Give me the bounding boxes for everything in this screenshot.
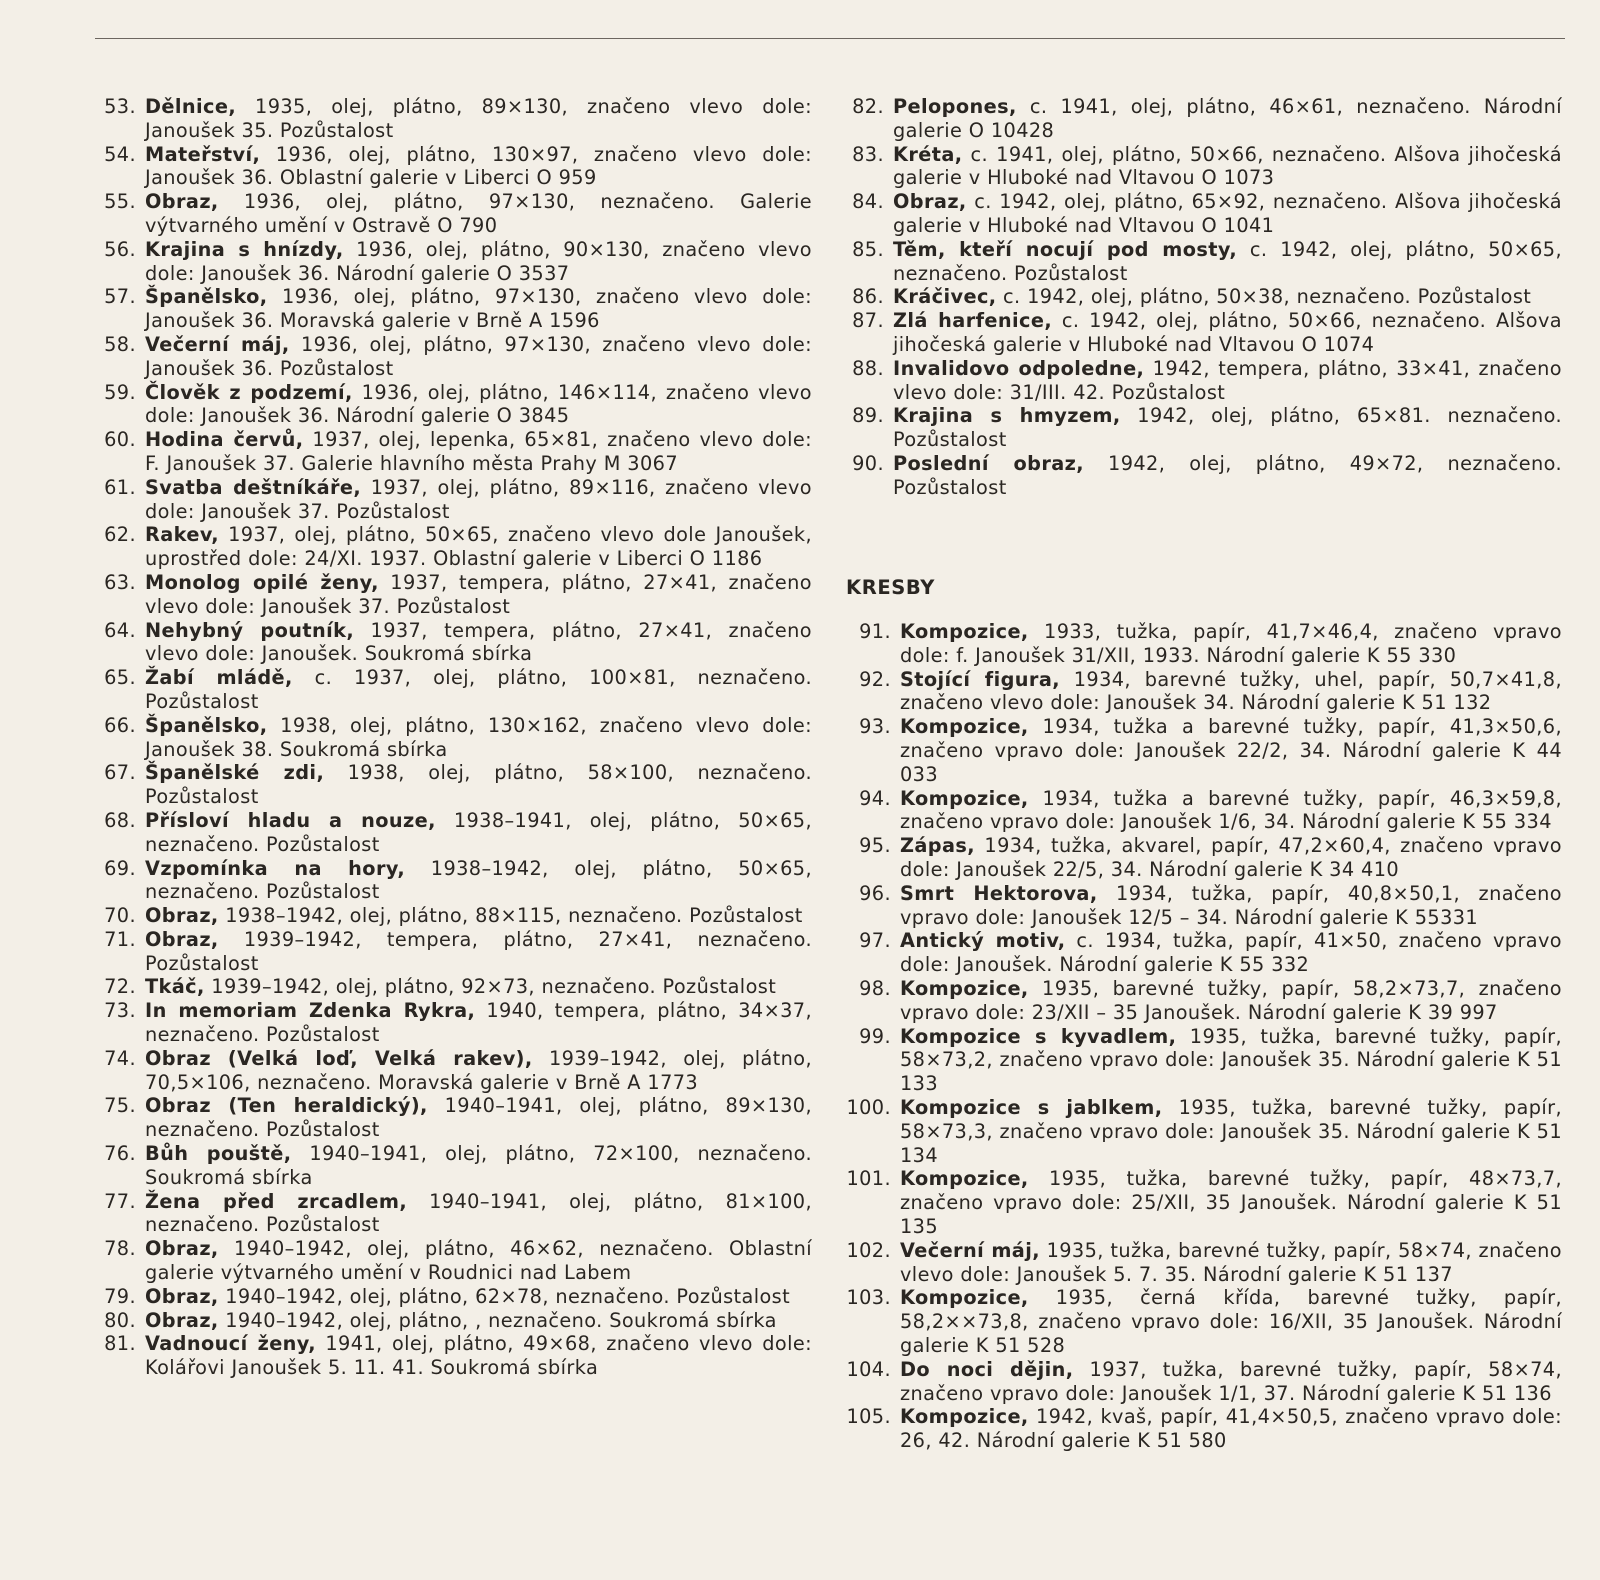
entry-title: Kompozice s jablkem, — [900, 1095, 1163, 1119]
catalogue-entry — [846, 1405, 1562, 1453]
entry-body — [145, 143, 812, 191]
entry-number: 59. — [104, 380, 136, 404]
entry-body — [145, 428, 812, 476]
entry-body — [145, 190, 812, 238]
entry-details: 1942, olej, plátno, 65×81. neznačeno. Pozůstalost — [893, 404, 1562, 452]
catalogue-entry — [846, 95, 1562, 143]
entry-number: 65. — [104, 666, 136, 690]
entry-number: 56. — [104, 237, 136, 261]
entry-title: Žena před zrcadlem, — [145, 1189, 408, 1213]
entry-number: 99. — [859, 1024, 891, 1048]
entry-title: Kompozice s kyvadlem, — [900, 1024, 1177, 1048]
entry-details: c. 1941, olej, plátno, 46×61, neznačeno. Národní galerie O 10428 — [893, 95, 1562, 142]
entry-number: 87. — [852, 309, 884, 333]
entry-number: 78. — [104, 1237, 136, 1261]
entry-body — [900, 834, 1562, 882]
catalogue-entry — [100, 1047, 812, 1095]
entry-body — [893, 190, 1562, 238]
entry-number: 94. — [859, 786, 891, 810]
entry-number: 55. — [104, 190, 136, 214]
entry-details: 1939–1942, olej, plátno, 92×73, neznačeno. Pozůstalost — [204, 975, 777, 999]
entry-body — [145, 95, 812, 143]
entry-number: 85. — [852, 237, 884, 261]
entry-title: Obraz, — [893, 190, 967, 214]
entry-details: 1936, olej, plátno, 97×130, neznačeno. Galerie výtvarného umění v Ostravě O 790 — [145, 190, 812, 237]
entry-details: 1936, olej, plátno, 97×130, značeno vlevo dole: Janoušek 36. Moravská galerie v Brně A 1596 — [145, 285, 812, 333]
catalogue-entry — [100, 1309, 812, 1333]
entry-body — [145, 1237, 812, 1285]
entry-details: 1941, olej, plátno, 49×68, značeno vlevo dole: Kolářovi Janoušek 5. 11. 41. Soukromá sbírka — [145, 1332, 812, 1380]
catalogue-entry — [100, 190, 812, 238]
entry-number: 62. — [104, 523, 136, 547]
entry-body — [145, 1309, 812, 1333]
entry-details: 1937, tempera, plátno, 27×41, značeno vlevo dole: Janoušek. Soukromá sbírka — [145, 618, 812, 666]
entry-details: 1934, barevné tužky, uhel, papír, 50,7×41,8, značeno vlevo dole: Janoušek 34. Národní galerie K 51 132 — [900, 667, 1562, 715]
entry-title: Smrt Hektorova, — [900, 881, 1098, 905]
entry-body — [900, 620, 1562, 668]
entry-details: 1940–1941, olej, plátno, 89×130, neznačeno. Pozůstalost — [145, 1094, 812, 1142]
catalogue-entry — [100, 904, 812, 928]
catalogue-entry — [100, 928, 812, 976]
entry-number: 105. — [846, 1405, 891, 1429]
entry-number: 103. — [846, 1286, 891, 1310]
catalogue-entry — [100, 619, 812, 667]
entry-details: 1940–1942, olej, plátno, , neznačeno. Soukromá sbírka — [218, 1308, 777, 1332]
entry-title: Bůh pouště, — [145, 1142, 292, 1166]
entry-number: 82. — [852, 95, 884, 118]
entry-title: Krajina s hmyzem, — [893, 404, 1121, 428]
entry-details: 1936, olej, plátno, 90×130, značeno vlevo dole: Janoušek 36. Národní galerie O 3537 — [145, 237, 812, 285]
entry-details: 1940–1942, olej, plátno, 62×78, neznačeno. Pozůstalost — [218, 1284, 791, 1308]
entry-title: Kompozice, — [900, 620, 1029, 643]
entry-details: 1937, olej, lepenka, 65×81, značeno vlevo dole: F. Janoušek 37. Galerie hlavního města Prahy M 3067 — [145, 428, 812, 475]
entry-number: 86. — [852, 285, 884, 309]
entry-number: 60. — [104, 428, 136, 452]
entry-body — [145, 1332, 812, 1380]
entry-details: c. 1942, olej, plátno, 65×92, neznačeno. Alšova jihočeská galerie v Hluboké nad Vltavou O 1041 — [893, 190, 1562, 237]
catalogue-entry — [846, 1286, 1562, 1357]
entry-number: 100. — [846, 1095, 891, 1119]
entry-number: 74. — [104, 1046, 136, 1070]
entry-body — [900, 977, 1562, 1025]
entry-details: 1936, olej, plátno, 130×97, značeno vlevo dole: Janoušek 36. Oblastní galerie v Liberci O 959 — [145, 142, 812, 190]
entry-number: 79. — [104, 1284, 136, 1308]
entry-details: 1940, tempera, plátno, 34×37, neznačeno. Pozůstalost — [145, 999, 812, 1047]
entry-title: Kompozice, — [900, 715, 1029, 739]
catalogue-entry — [100, 143, 812, 191]
catalogue-entry — [100, 714, 812, 762]
catalogue-entry — [846, 1239, 1562, 1287]
entry-number: 83. — [852, 142, 884, 166]
entry-number: 58. — [104, 332, 136, 356]
entry-title: Poslední obraz, — [893, 451, 1084, 475]
entry-title: Tkáč, — [145, 975, 205, 999]
entry-number: 64. — [104, 618, 136, 642]
entry-title: Žabí mládě, — [145, 666, 293, 690]
entry-title: Monolog opilé ženy, — [145, 570, 379, 594]
entry-details: 1942, olej, plátno, 49×72, neznačeno. Pozůstalost — [893, 451, 1562, 499]
entry-body — [893, 309, 1562, 357]
entry-number: 80. — [104, 1308, 136, 1332]
entry-number: 76. — [104, 1142, 136, 1166]
entry-number: 89. — [852, 404, 884, 428]
catalogue-entry — [100, 666, 812, 714]
entry-body — [145, 928, 812, 976]
entry-title: Člověk z podzemí, — [145, 380, 353, 404]
entry-title: Kompozice, — [900, 786, 1029, 810]
entry-number: 68. — [104, 808, 136, 832]
entry-details: 1939–1942, olej, plátno, 70,5×106, neznačeno. Moravská galerie v Brně A 1773 — [145, 1046, 812, 1094]
entry-title: Večerní máj, — [145, 332, 290, 356]
entry-details: 1934, tužka, akvarel, papír, 47,2×60,4, značeno vpravo dole: Janoušek 22/5, 34. Národní galerie K 34 410 — [900, 834, 1562, 881]
catalogue-entry — [846, 143, 1562, 191]
catalogue-entry — [846, 452, 1562, 500]
entry-body — [145, 975, 812, 999]
entry-number: 75. — [104, 1094, 136, 1118]
entry-details: 1940–1942, olej, plátno, 46×62, neznačeno. Oblastní galerie výtvarného umění v Roudnici nad Labem — [145, 1237, 812, 1285]
catalogue-entry — [846, 668, 1562, 716]
entry-body — [145, 857, 812, 905]
catalogue-entry — [100, 1285, 812, 1309]
entry-title: Těm, kteří nocují pod mosty, — [893, 237, 1238, 261]
catalogue-entry — [100, 809, 812, 857]
entry-number: 95. — [859, 834, 891, 858]
entry-details: 1938, olej, plátno, 58×100, neznačeno. Pozůstalost — [145, 761, 812, 809]
entry-title: Rakev, — [145, 523, 219, 547]
catalogue-entry — [100, 761, 812, 809]
entry-title: Vzpomínka na hory, — [145, 856, 406, 880]
catalogue-entry — [846, 1358, 1562, 1406]
entry-title: Pelopones, — [893, 95, 1017, 118]
entry-number: 91. — [859, 620, 891, 643]
entry-details: 1935, tužka, barevné tužky, papír, 48×73,7, značeno vpravo dole: 25/XII, 35 Janoušek. Národní galerie K 51 135 — [900, 1167, 1562, 1238]
entry-details: 1937, tempera, plátno, 27×41, značeno vlevo dole: Janoušek 37. Pozůstalost — [145, 570, 812, 618]
entry-number: 63. — [104, 570, 136, 594]
entry-details: 1935, olej, plátno, 89×130, značeno vlevo dole: Janoušek 35. Pozůstalost — [145, 95, 812, 142]
entry-body — [145, 238, 812, 286]
catalogue-entry — [846, 715, 1562, 786]
entry-number: 70. — [104, 904, 136, 928]
catalogue-entry — [846, 834, 1562, 882]
entry-body — [900, 787, 1562, 835]
catalogue-entry — [100, 1142, 812, 1190]
entry-number: 53. — [104, 95, 136, 118]
catalogue-entry — [846, 357, 1562, 405]
entry-body — [145, 1047, 812, 1095]
entry-title: Dělnice, — [145, 95, 237, 118]
entry-number: 92. — [859, 667, 891, 691]
catalogue-entry — [846, 285, 1562, 309]
entry-body — [145, 761, 812, 809]
entry-details: c. 1934, tužka, papír, 41×50, značeno vpravo dole: Janoušek. Národní galerie K 55 332 — [900, 929, 1562, 977]
entry-details: c. 1942, olej, plátno, 50×38, neznačeno. Pozůstalost — [996, 285, 1532, 309]
entry-title: Kompozice, — [900, 1167, 1029, 1191]
entry-body — [145, 619, 812, 667]
catalogue-entry — [100, 333, 812, 381]
entry-number: 84. — [852, 190, 884, 214]
section-heading-kresby: KRESBY — [846, 576, 936, 599]
entry-details: 1935, tužka, barevné tužky, papír, 58×73,3, značeno vpravo dole: Janoušek 35. Národní galerie K 51 134 — [900, 1095, 1562, 1167]
entry-body — [900, 1167, 1562, 1238]
entry-title: Kompozice, — [900, 976, 1029, 1000]
entry-body — [893, 357, 1562, 405]
entry-body — [893, 452, 1562, 500]
entry-details: 1935, černá křída, barevné tužky, papír, 58,2××73,8, značeno vpravo dole: 16/XII, 35 Janoušek. Národní galerie K 51 528 — [900, 1286, 1562, 1357]
entry-details: 1940–1941, olej, plátno, 72×100, neznačeno. Soukromá sbírka — [145, 1142, 812, 1189]
entry-title: Obraz, — [145, 904, 219, 928]
catalogue-entry — [846, 1025, 1562, 1096]
entry-title: Zápas, — [900, 834, 976, 858]
catalogue-entry — [100, 857, 812, 905]
entry-body — [900, 1286, 1562, 1357]
entry-details: 1937, olej, plátno, 50×65, značeno vlevo dole Janoušek, uprostřed dole: 24/XI. 1937. Oblastní galerie v Liberci O 1186 — [145, 523, 812, 571]
entry-number: 88. — [852, 356, 884, 380]
entry-details: 1936, olej, plátno, 97×130, značeno vlevo dole: Janoušek 36. Pozůstalost — [145, 332, 812, 380]
catalogue-entry — [100, 95, 812, 143]
catalogue-entry — [100, 1094, 812, 1142]
paintings-list-right — [846, 95, 1562, 500]
entry-title: Do noci dějin, — [900, 1357, 1074, 1381]
top-rule — [95, 38, 1565, 39]
entry-body — [900, 715, 1562, 786]
entry-title: Zlá harfenice, — [893, 309, 1053, 333]
entry-number: 71. — [104, 927, 136, 951]
entry-body — [893, 143, 1562, 191]
entry-details: 1934, tužka, papír, 40,8×50,1, značeno vpravo dole: Janoušek 12/5 – 34. Národní galerie K 55331 — [900, 881, 1562, 929]
catalogue-entry — [846, 1096, 1562, 1167]
entry-number: 77. — [104, 1189, 136, 1213]
catalogue-entry — [100, 1332, 812, 1380]
catalogue-entry — [100, 1237, 812, 1285]
entry-title: Kompozice, — [900, 1286, 1029, 1310]
entry-body — [145, 1190, 812, 1238]
entry-title: In memoriam Zdenka Rykra, — [145, 999, 476, 1023]
entry-details: 1935, tužka, barevné tužky, papír, 58×73,2, značeno vpravo dole: Janoušek 35. Národní galerie K 51 133 — [900, 1024, 1562, 1096]
entry-title: Krajina s hnízdy, — [145, 237, 344, 261]
entry-title: Hodina červů, — [145, 428, 304, 452]
entry-details: c. 1941, olej, plátno, 50×66, neznačeno. Alšova jihočeská galerie v Hluboké nad Vltavou O 1073 — [893, 142, 1562, 190]
entry-body — [145, 666, 812, 714]
entry-details: 1933, tužka, papír, 41,7×46,4, značeno vpravo dole: f. Janoušek 31/XII, 1933. Národní galerie K 55 330 — [900, 620, 1562, 667]
entry-number: 67. — [104, 761, 136, 785]
entry-title: Stojící figura, — [900, 667, 1060, 691]
catalogue-entry — [100, 285, 812, 333]
entry-title: Svatba deštníkáře, — [145, 475, 362, 499]
entry-body — [893, 238, 1562, 286]
entry-number: 81. — [104, 1332, 136, 1356]
entry-number: 98. — [859, 976, 891, 1000]
entry-title: Večerní máj, — [900, 1238, 1040, 1262]
catalogue-entry — [100, 381, 812, 429]
entry-title: Obraz, — [145, 1284, 219, 1308]
entry-title: Španělsko, — [145, 713, 268, 737]
catalogue-entry — [100, 975, 812, 999]
entry-details: 1936, olej, plátno, 146×114, značeno vlevo dole: Janoušek 36. Národní galerie O 3845 — [145, 380, 812, 428]
entry-details: 1934, tužka a barevné tužky, papír, 41,3×50,6, značeno vpravo dole: Janoušek 22/2, 34. Národní galerie K 44 033 — [900, 715, 1562, 786]
entry-body — [145, 1285, 812, 1309]
catalogue-entry — [100, 1190, 812, 1238]
entry-title: Obraz, — [145, 1308, 219, 1332]
entry-details: 1938, olej, plátno, 130×162, značeno vlevo dole: Janoušek 38. Soukromá sbírka — [145, 713, 812, 761]
entry-body — [893, 95, 1562, 143]
entry-title: Invalidovo odpoledne, — [893, 356, 1145, 380]
entry-details: 1942, tempera, plátno, 33×41, značeno vlevo dole: 31/III. 42. Pozůstalost — [893, 356, 1562, 404]
entry-title: Kompozice, — [900, 1405, 1029, 1429]
catalogue-entry — [100, 238, 812, 286]
entry-body — [900, 1096, 1562, 1167]
entry-number: 93. — [859, 715, 891, 739]
catalogue-entry — [846, 882, 1562, 930]
entry-details: 1938–1941, olej, plátno, 50×65, neznačeno. Pozůstalost — [145, 808, 813, 856]
entry-body — [145, 381, 812, 429]
entry-title: Obraz (Velká loď, Velká rakev), — [145, 1046, 533, 1070]
entry-number: 54. — [104, 142, 136, 166]
drawings-list — [846, 620, 1562, 1453]
entry-title: Španělsko, — [145, 285, 268, 309]
catalogue-entry — [100, 428, 812, 476]
catalogue-entry — [846, 309, 1562, 357]
entry-number: 57. — [104, 285, 136, 309]
entry-details: c. 1942, olej, plátno, 50×66, neznačeno. Alšova jihočeská galerie v Hluboké nad Vltavou O 1074 — [893, 309, 1562, 356]
entry-body — [900, 1239, 1562, 1287]
catalogue-entry — [846, 620, 1562, 668]
entry-details: c. 1942, olej, plátno, 50×65, neznačeno. Pozůstalost — [893, 237, 1563, 285]
entry-number: 96. — [859, 881, 891, 905]
entry-details: 1934, tužka a barevné tužky, papír, 46,3×59,8, značeno vpravo dole: Janoušek 1/6, 34. Národní galerie K 55 334 — [900, 786, 1562, 834]
entry-body — [900, 929, 1562, 977]
entry-body — [145, 476, 812, 524]
entry-number: 72. — [104, 975, 136, 999]
entry-body — [893, 404, 1562, 452]
entry-number: 97. — [859, 929, 891, 953]
entry-title: Vadnoucí ženy, — [145, 1332, 316, 1356]
catalogue-entry — [100, 571, 812, 619]
entry-body — [900, 1358, 1562, 1406]
catalogue-entry — [100, 523, 812, 571]
catalogue-entry — [846, 787, 1562, 835]
entry-number: 90. — [852, 451, 884, 475]
entry-body — [145, 809, 812, 857]
entry-title: Obraz, — [145, 190, 219, 214]
entry-number: 102. — [846, 1238, 891, 1262]
entry-details: 1940–1941, olej, plátno, 81×100, neznačeno. Pozůstalost — [145, 1189, 812, 1237]
catalogue-entry — [846, 404, 1562, 452]
entry-body — [145, 333, 812, 381]
entry-number: 61. — [104, 475, 136, 499]
entry-number: 101. — [846, 1167, 891, 1191]
entry-body — [145, 714, 812, 762]
catalogue-entry — [846, 1167, 1562, 1238]
entry-body — [900, 668, 1562, 716]
entry-details: 1938–1942, olej, plátno, 50×65, neznačeno. Pozůstalost — [145, 856, 812, 904]
entry-title: Obraz, — [145, 927, 219, 951]
entry-details: 1939–1942, tempera, plátno, 27×41, neznačeno. Pozůstalost — [145, 927, 812, 975]
entry-body — [900, 882, 1562, 930]
entry-number: 73. — [104, 999, 136, 1023]
paintings-list-left — [100, 95, 812, 1380]
entry-body — [145, 285, 812, 333]
catalogue-entry — [846, 238, 1562, 286]
entry-title: Obraz (Ten heraldický), — [145, 1094, 428, 1118]
entry-details: 1937, tužka, barevné tužky, papír, 58×74, značeno vpravo dole: Janoušek 1/1, 37. Národní galerie K 51 136 — [900, 1357, 1563, 1405]
catalogue-entry — [846, 190, 1562, 238]
entry-body — [900, 1025, 1562, 1096]
entry-details: c. 1937, olej, plátno, 100×81, neznačeno. Pozůstalost — [145, 666, 812, 713]
entry-title: Kráčivec, — [893, 285, 997, 309]
catalogue-entry — [100, 999, 812, 1047]
entry-number: 104. — [846, 1357, 891, 1381]
entry-body — [145, 523, 812, 571]
entry-title: Španělské zdi, — [145, 761, 325, 785]
entry-body — [145, 571, 812, 619]
entry-body — [900, 1405, 1562, 1453]
entry-title: Nehybný poutník, — [145, 618, 355, 642]
entry-body — [145, 999, 812, 1047]
entry-body — [145, 1094, 812, 1142]
entry-body — [145, 904, 812, 928]
catalogue-entry — [846, 929, 1562, 977]
entry-details: 1937, olej, plátno, 89×116, značeno vlevo dole: Janoušek 37. Pozůstalost — [145, 475, 812, 523]
catalogue-entry — [100, 476, 812, 524]
entry-title: Kréta, — [893, 142, 963, 166]
entry-number: 66. — [104, 713, 136, 737]
entry-details: 1935, barevné tužky, papír, 58,2×73,7, značeno vpravo dole: 23/XII – 35 Janoušek. Národní galerie K 39 997 — [900, 976, 1562, 1024]
entry-body — [893, 285, 1562, 309]
entry-details: 1942, kvaš, papír, 41,4×50,5, značeno vpravo dole: 26, 42. Národní galerie K 51 580 — [900, 1405, 1562, 1453]
entry-number: 69. — [104, 856, 136, 880]
entry-title: Obraz, — [145, 1237, 219, 1261]
entry-details: 1938–1942, olej, plátno, 88×115, neznačeno. Pozůstalost — [218, 904, 803, 928]
entry-title: Antický motiv, — [900, 929, 1066, 953]
entry-details: 1935, tužka, barevné tužky, papír, 58×74, značeno vlevo dole: Janoušek 5. 7. 35. Národní galerie K 51 137 — [900, 1238, 1562, 1286]
entry-body — [145, 1142, 812, 1190]
catalogue-entry — [846, 977, 1562, 1025]
entry-title: Mateřství, — [145, 142, 261, 166]
entry-title: Přísloví hladu a nouze, — [145, 808, 436, 832]
